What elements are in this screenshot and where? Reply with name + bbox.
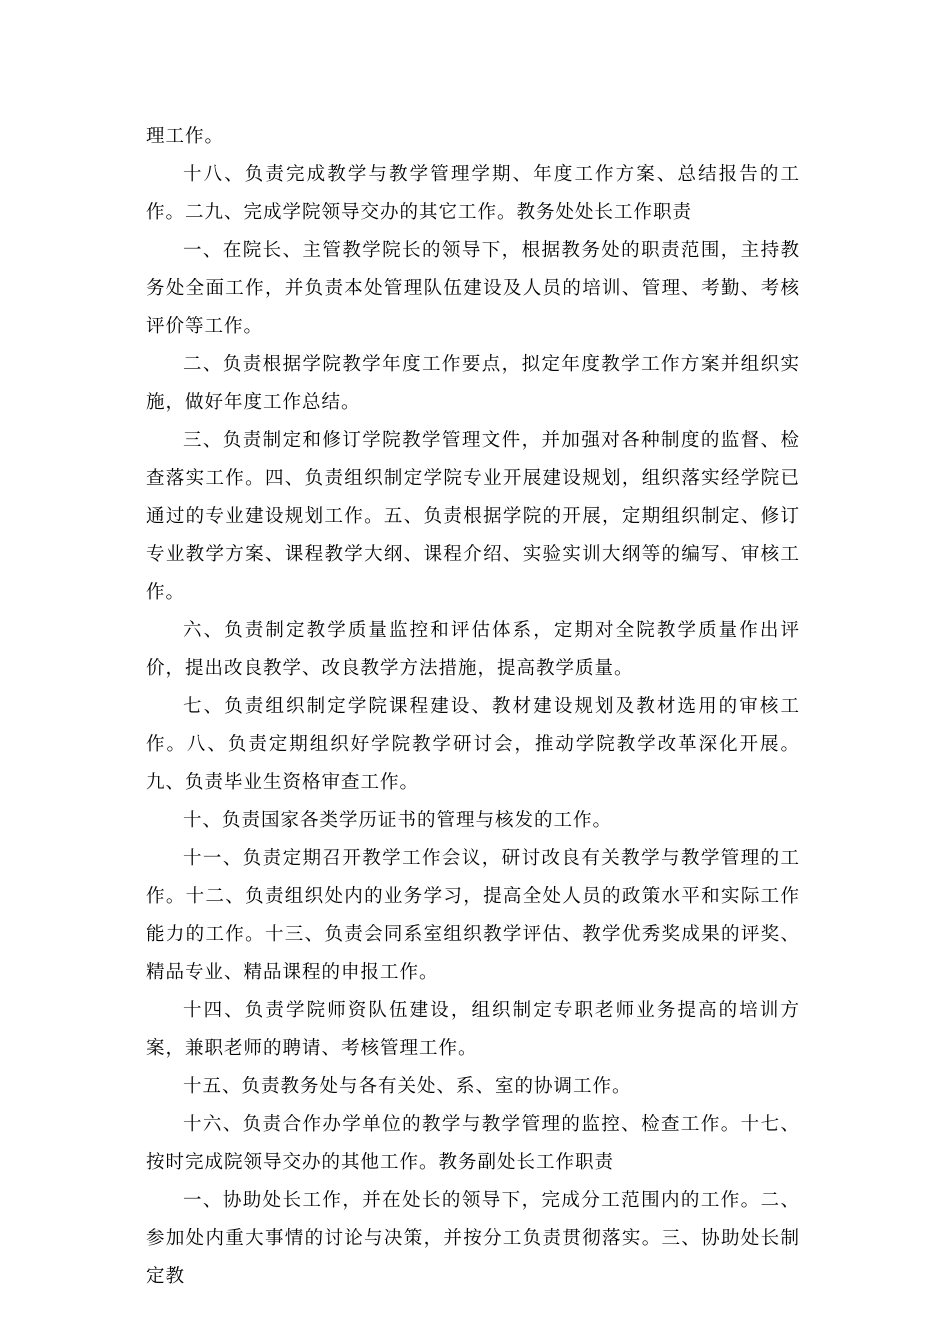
paragraph: 十八、负责完成教学与教学管理学期、年度工作方案、总结报告的工作。二九、完成学院领导交办的其它工作。教务处处长工作职责 [146, 164, 800, 223]
paragraph: 十四、负责学院师资队伍建设，组织制定专职老师业务提高的培训方案，兼职老师的聘请、考核管理工作。 [146, 1000, 800, 1059]
paragraph: 二、负责根据学院教学年度工作要点，拟定年度教学工作方案并组织实施，做好年度工作总结。 [146, 354, 800, 413]
paragraph: 一、协助处长工作，并在处长的领导下，完成分工范围内的工作。二、参加处内重大事情的讨论与决策，并按分工负责贯彻落实。三、协助处长制定教 [146, 1190, 800, 1287]
paragraph: 理工作。 [146, 126, 225, 147]
paragraph: 十五、负责教务处与各有关处、系、室的协调工作。 [183, 1076, 632, 1097]
paragraph: 三、负责制定和修订学院教学管理文件，并加强对各种制度的监督、检查落实工作。四、负责组织制定学院专业开展建设规划，组织落实经学院已通过的专业建设规划工作。五、负责根据学院的开展，定期组织制定、修订专业教学方案、课程教学大纲、课程介绍、实验实训大纲等的编写、审核工作。 [146, 430, 800, 603]
paragraph: 十六、负责合作办学单位的教学与教学管理的监控、检查工作。十七、按时完成院领导交办的其他工作。教务副处长工作职责 [146, 1114, 800, 1173]
document-body [146, 118, 800, 1296]
paragraph: 十、负责国家各类学历证书的管理与核发的工作。 [183, 810, 613, 831]
paragraph: 一、在院长、主管教学院长的领导下，根据教务处的职责范围，主持教务处全面工作，并负责本处管理队伍建设及人员的培训、管理、考勤、考核评价等工作。 [146, 240, 800, 337]
paragraph: 七、负责组织制定学院课程建设、教材建设规划及教材选用的审核工作。八、负责定期组织好学院教学研讨会，推动学院教学改革深化开展。九、负责毕业生资格审查工作。 [146, 696, 800, 793]
paragraph: 十一、负责定期召开教学工作会议，研讨改良有关教学与教学管理的工作。十二、负责组织处内的业务学习，提高全处人员的政策水平和实际工作能力的工作。十三、负责会同系室组织教学评估、教学优秀奖成果的评奖、精品专业、精品课程的申报工作。 [146, 848, 800, 983]
paragraph: 六、负责制定教学质量监控和评估体系，定期对全院教学质量作出评价，提出改良教学、改良教学方法措施，提高教学质量。 [146, 620, 800, 679]
